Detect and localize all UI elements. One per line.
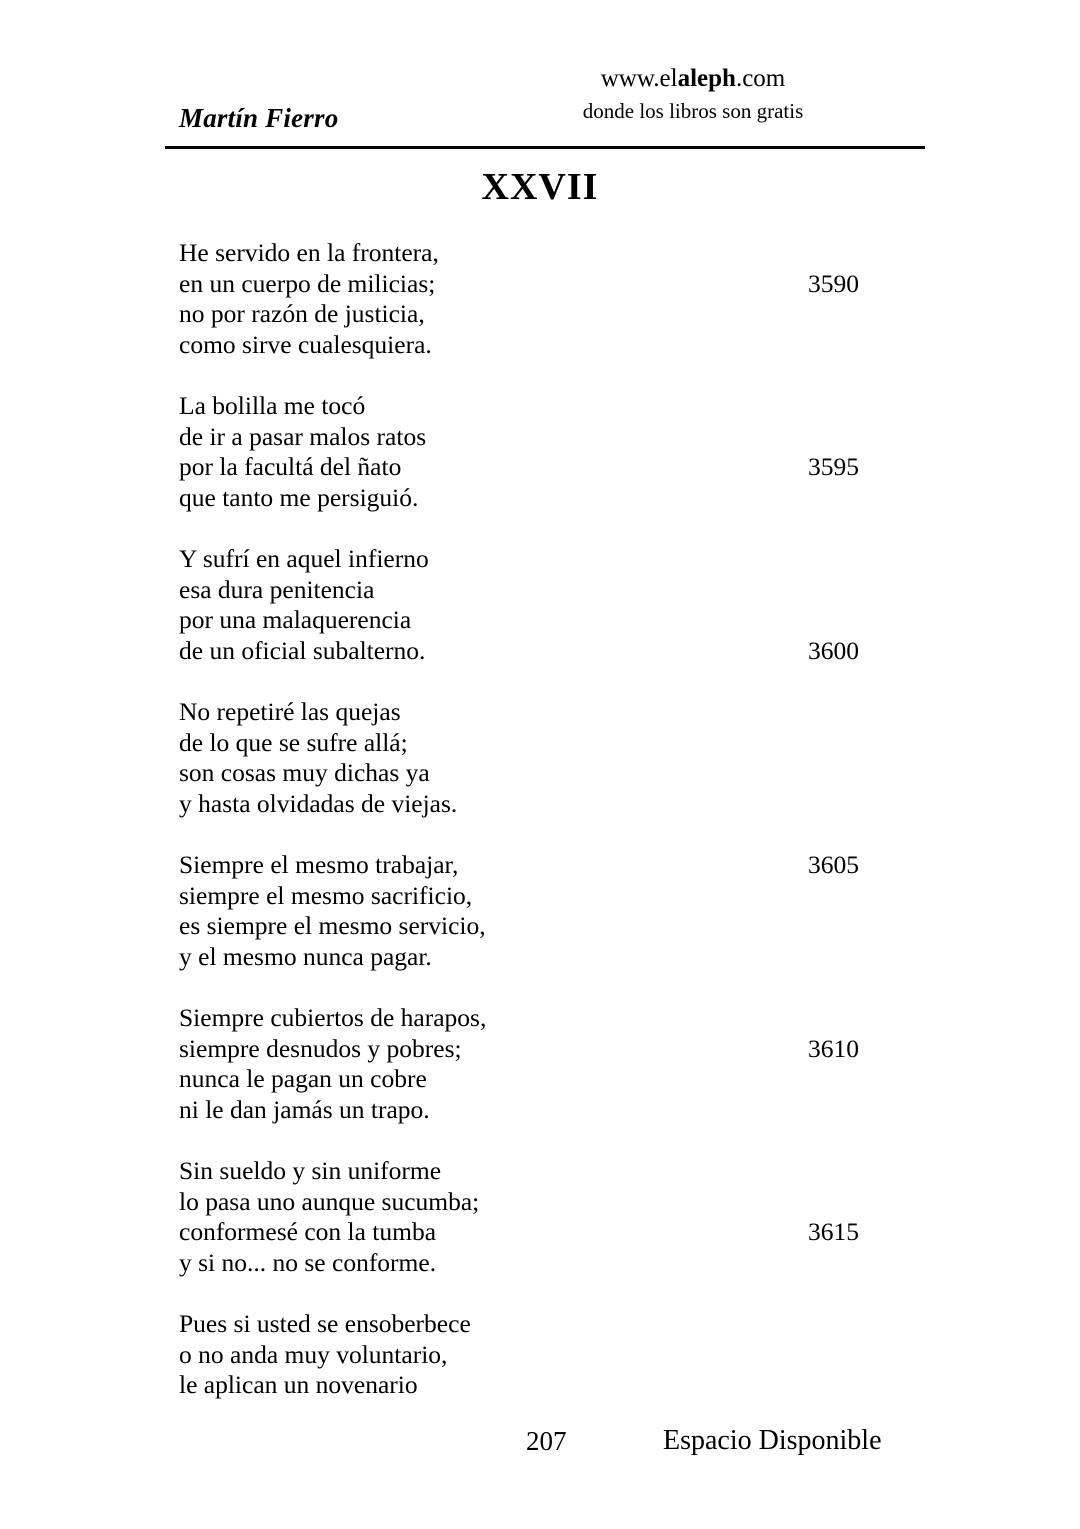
verse-line-number: 3615	[808, 1217, 859, 1246]
verse-text: Siempre el mesmo trabajar,	[179, 850, 459, 879]
verse-row	[179, 881, 925, 912]
verse-row	[179, 391, 925, 422]
verse-line-number: 3595	[808, 452, 859, 481]
verse-text: lo pasa uno aunque sucumba;	[179, 1186, 480, 1216]
site-url-suffix: .com	[735, 65, 786, 92]
verse-row	[179, 422, 925, 453]
verse-text: Sin sueldo y sin uniforme	[179, 1156, 442, 1185]
verse-text: y si no... no se conforme.	[179, 1247, 437, 1277]
verse-row	[179, 789, 925, 820]
verse-text: nunca le pagan un cobre	[179, 1064, 427, 1093]
stanza	[179, 544, 925, 666]
verse-row	[179, 575, 925, 606]
stanza	[179, 1003, 925, 1125]
verse-text: no por razón de justicia,	[179, 299, 425, 328]
poem-body	[179, 238, 925, 1432]
verse-text: Y sufrí en aquel infierno	[179, 544, 429, 573]
verse-text: conformesé con la tumba	[179, 1217, 437, 1246]
verse-text: de ir a pasar malos ratos	[179, 421, 427, 451]
publisher-block	[483, 62, 903, 126]
verse-text: siempre el mesmo sacrificio,	[179, 880, 473, 910]
site-url-brand: aleph	[677, 65, 736, 92]
verse-row	[179, 452, 925, 483]
verse-row	[179, 1156, 925, 1187]
verse-row	[179, 1309, 925, 1340]
verse-row	[179, 850, 925, 881]
stanza	[179, 1156, 925, 1278]
verse-text: en un cuerpo de milicias;	[179, 268, 436, 298]
verse-text: como sirve cualesquiera.	[179, 329, 432, 359]
verse-text: le aplican un novenario	[179, 1370, 418, 1399]
verse-text: ni le dan jamás un trapo.	[179, 1094, 430, 1124]
verse-row	[179, 1187, 925, 1218]
verse-text: y hasta olvidadas de viejas.	[179, 788, 458, 818]
verse-row	[179, 911, 925, 942]
verse-row	[179, 483, 925, 514]
verse-text: y el mesmo nunca pagar.	[179, 941, 432, 971]
verse-text: por una malaquerencia	[179, 605, 412, 634]
verse-row	[179, 605, 925, 636]
chapter-title: XXVII	[481, 166, 599, 208]
page-footer	[0, 1422, 1080, 1466]
verse-text: por la facultá del ñato	[179, 452, 402, 481]
verse-row	[179, 1248, 925, 1279]
verse-row	[179, 942, 925, 973]
verse-row	[179, 238, 925, 269]
verse-text: son cosas muy dichas ya	[179, 758, 430, 787]
verse-row	[179, 1340, 925, 1371]
verse-text: La bolilla me tocó	[179, 391, 366, 420]
verse-text: es siempre el mesmo servicio,	[179, 911, 486, 940]
verse-row	[179, 1370, 925, 1401]
verse-text: que tanto me persiguió.	[179, 482, 419, 512]
verse-text: siempre desnudos y pobres;	[179, 1033, 462, 1063]
verse-text: de un oficial subalterno.	[179, 635, 426, 665]
stanza	[179, 238, 925, 360]
site-tagline: donde los libros son gratis	[582, 99, 804, 123]
verse-text: Pues si usted se ensoberbece	[179, 1309, 471, 1338]
footer-note: Espacio Disponible	[663, 1425, 882, 1456]
verse-text: Siempre cubiertos de harapos,	[179, 1003, 487, 1032]
verse-row	[179, 1095, 925, 1126]
site-url-prefix: www.el	[600, 65, 678, 92]
verse-row	[179, 636, 925, 667]
verse-row	[179, 758, 925, 789]
page-number: 207	[526, 1426, 567, 1456]
book-title: Martín Fierro	[179, 103, 339, 133]
header-divider	[165, 146, 925, 149]
verse-line-number: 3600	[808, 635, 859, 665]
verse-row	[179, 330, 925, 361]
verse-text: de lo que se sufre allá;	[179, 727, 408, 757]
verse-text: He servido en la frontera,	[179, 238, 439, 267]
verse-text: esa dura penitencia	[179, 574, 375, 604]
verse-row	[179, 269, 925, 300]
stanza	[179, 391, 925, 513]
verse-row	[179, 728, 925, 759]
stanza	[179, 697, 925, 819]
verse-row	[179, 697, 925, 728]
verse-row	[179, 1064, 925, 1095]
verse-line-number: 3590	[808, 268, 859, 298]
verse-row	[179, 544, 925, 575]
verse-row	[179, 1003, 925, 1034]
site-url	[483, 62, 903, 96]
verse-line-number: 3605	[808, 850, 859, 879]
verse-line-number: 3610	[808, 1033, 859, 1063]
stanza	[179, 1309, 925, 1401]
page-header	[165, 62, 925, 140]
verse-row	[179, 299, 925, 330]
verse-text: No repetiré las quejas	[179, 697, 401, 726]
verse-text: o no anda muy voluntario,	[179, 1339, 448, 1369]
stanza	[179, 850, 925, 972]
verse-row	[179, 1034, 925, 1065]
verse-row	[179, 1217, 925, 1248]
